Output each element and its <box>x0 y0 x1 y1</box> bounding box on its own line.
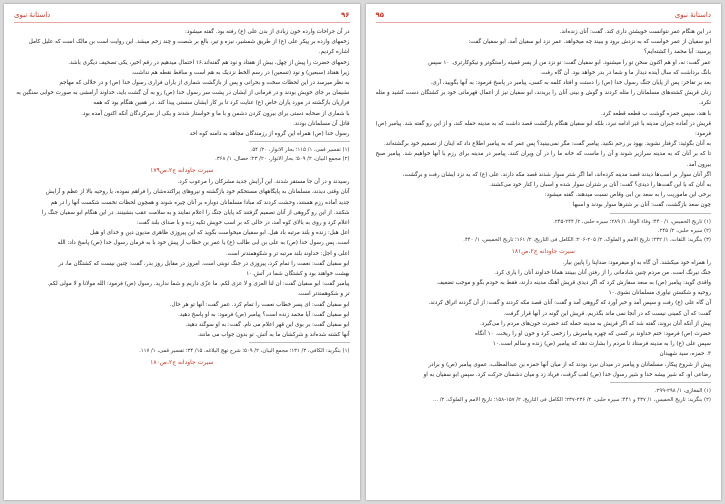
body-line: رضاعی او، که شیر بیشه خدا و شیر رسول خدا (ص) لقب گرفت، فریاد زد و میان دشمنان حرکت کرد. سپس ابو سفیان به او <box>423 371 711 378</box>
section-heading: سیرت جاودانه ج۲،ص۱۸۰ <box>150 359 214 367</box>
body-line: بهشت خواهند بود و کشتگان شما در آتش.۱۰ <box>246 271 350 278</box>
header-rule <box>376 22 712 23</box>
body-line: پیش از آنکه آنان بروند، گفته شد که اگر قریش به مدینه حمله کند حضرت خون‌های مردم را می‌گیرد. <box>480 320 711 327</box>
footnote-rule <box>249 141 350 142</box>
footnote: (۲) مجمع البیان، ۲/ ۵۰۹؛ بحار الانوار، ۲۰/ ۲۳؛ خصال، ۱/ ۳۶۸. <box>215 156 350 163</box>
footnote: (۲) بنگرید: تاریخ الخمیس، ۱/ ۴۳۷ و ۴۴۱؛ سیره حلبی، ۲/ ۲۳۶-۲۳۷؛ الکامل فی التاریخ، ۲/ ۱۵۷-۱۵۸؛ تاریخ الامم و الملوک، ۲/ ... <box>432 397 711 404</box>
body-line: در آن جراحات وارده خون زیادی از بدن علی (ع) رفته بود. گفته میشود: <box>185 29 350 35</box>
body-line: چون سعد بازگشت، گفت: آنان بر شترها سوار بودند و اسبها <box>572 202 711 209</box>
body-line: پیامبر گفت: ابو سفیان گفت: ان لنا العزی و لا عزی لکم. ما عزّی داریم و شما ندارید. رسول (ص) فرمود: الله مولانا و لا مولی لکم. <box>47 281 350 288</box>
body-line: پرسید: آیا محمد را کشته‌ایم؟ <box>644 49 711 56</box>
body-line: آن گاه علی (ع) رفت و سپس آمد و خبر آورد که گروهی آمد و گفت: آنان قصد مکه کردند و گفت: از آن گردنه اتراق کردند. <box>428 300 711 307</box>
page-number: ۹۵ <box>375 11 385 19</box>
body-line: برخی این ماموریت را به سعد بن ابی وقاص نسبت میدهند. گفته میشود: <box>544 192 711 199</box>
body-line: روحیه و شکستن نیاوری مسلمانان نشوی.۱۰ <box>608 290 711 297</box>
body-line: قاتل آن مسلمانان بودند. <box>292 120 350 127</box>
body-line: پیش از شروع پیکار، مسلمانان و پیامبر در میدان نبرد بودند که از میان آنها حمزه بن عبدالمطلب، عموی پیامبر (ص) و برادر <box>428 361 711 368</box>
footnote: (۱) تفسیر قمی، ۱/ ۱۱۵؛ بحار الانوار، ۲۰/ ۵۴. <box>250 147 350 154</box>
body-line: اگر آنان سوار بر اسب‌ها دیدند قصد مدینه کرده‌اند، اما اگر شتر سوار شدند قصد مکه دارند. علی (ع) که به نزد ایشان رفت و برگشت، <box>402 171 711 178</box>
body-line: آنان وقتی دیدند، مسلمانان به پایگاههای مستحکم خود بازگشته و نیروهای پراکنده‌شان را فراهم نموده، یا روحیه بالا از عظم و آرایش <box>45 189 350 196</box>
body-line: اعل هبل: زنده و بلند مرتبه باد هبل. ابو سفیان میخواست بگوید که این پیروزی ظاهری مدیون دین و خدای او هبل <box>90 230 350 237</box>
footnote-rule <box>610 382 711 383</box>
footnote-rule <box>610 213 711 214</box>
body-line: را همراه خود میکشند. آن گاه به او میفرمود: صداپنا را پایین بیار. <box>562 259 711 266</box>
running-title: داستانهٔ نبوی <box>14 11 51 19</box>
body-line: واقدی گوید: پیامبر (ص) به سعد سفارش کرد که اگر دیدی قریش آهنگ مدینه دارند، فقط به خودم بگو و موجب تضعیف <box>437 280 711 287</box>
right-page <box>366 4 722 500</box>
body-line: شکنند. از این رو گروهی از آنان تصمیم گرفتند که پایان جنگ را اعلام نمایند و به سلامت عقب بنشینند. در این هنگام ابو سفیان جنگ را <box>41 209 350 216</box>
body-line: حضرت (ص) فرمود: ختم خداوند بر کسی که چهره پیامبرش را زخمی کرد و خون او را ریخت. ۱۰ آنگاه <box>474 331 711 338</box>
body-line: عمر گفت: نه، او هم اکنون سخن تو را میشنود. ابو سفیان گفت: تو نزد من از پسر قمیئه راستگوتر و نیکوکارتری. ۱۰ سپس <box>428 59 711 66</box>
body-line: به آنان که با این گفت‌ها را دیدی؟ گفت: آنان بر شتران سوار شده و اسبان را کنار خود می‌کشند. <box>489 182 711 189</box>
body-line: ابو سفیان گفت: نعمت را تمام کرد، پیروزی در جنگ نوبتی است. امروز در مقابل روز بدر، گفت: چنین نیست که کشتگان ما، در <box>58 260 350 267</box>
body-line: اعلی و اجل: خداوند بلند مرتبه تر و شکوهمندتر است. <box>225 250 350 257</box>
body-line: اشاره کردیم. <box>318 49 350 56</box>
body-line: زخمهای حضرت را پیش از چهل، بیش از هفتاد و نود هم گفته‌اند.۱۶ احتمال میدهیم در رقم اخیر، یکی تصحیف دیگری باشد. <box>68 59 350 66</box>
footnote: (۲) سیره حلبی، ۲/ ۲۴۵. <box>657 227 711 234</box>
body-line: رسیدند و در آن جا مستقر شدند. این آرایش جدید مشرکان را مرعوب کرد. <box>177 179 350 186</box>
body-line: ابو سفیان از عمر خواست که به نزدش برود و ببیند چه میخواهد. عمر نزد ابو سفیان آمد. ابو سفیان گفت: <box>468 39 711 46</box>
body-line: تا که بر آنان که به مدینه سرازیر شوند و آن را ماست که خانه ما را در آن ویران کنند. پیامبر در مدینه برای رزم با آنها خواهیم شد. پیامبر صبح بیرون آمد. <box>375 151 711 168</box>
body-line: سپس علی (ع) را به مدینه فرستاد تا مردم را بشارت دهد که پیامبر (ص) زنده و سالم است.۱۰ <box>492 341 711 348</box>
body-line: است. پس رسول خدا (ص) به علی بن ابی طالب (ع) یا عمر بن خطاب از پیش خود با به فرمان رسول خدا (ص) پاسخ داد: الله <box>57 240 350 247</box>
header-rule <box>14 22 350 23</box>
body-line: زخمهای وارده بر پیکر علی (ع) از طریق شمشیر، نیزه و تیر، بالغ بر شصت و چند زخم میشد. این روایت است بن مالک است که علیل کامل <box>28 39 350 46</box>
running-title: داستانهٔ نبوی <box>674 11 711 19</box>
body-line: به نظر میرسد در این لحظات سخت و بحرانی و پس از بازگشت شماری از یاران فراری رسول خدا (ص) و در خلالی که مهاجم <box>59 80 350 87</box>
footnote: (۳) بنگرید: الثقات، ۱/ ۲۳۲؛ تاریخ الامم و الملوک، ۲/ ۲۰۵-۲۰۶؛ الکامل فی التاریخ، ۲/ ۱۶۱؛ تاریخ الخمیس، ۱/ ۴۴۰. <box>463 236 711 243</box>
body-line: ابو سفیان گفت: آیا محمد زنده است؟ پیامبر (ص) فرمود: به او پاسخ دهید. <box>177 311 350 318</box>
body-line: با شماری از صحابه دستی برای بیرون کردن دشمن و با ما و خواستار شدند و یکی از سرکردگان آنکه اکنون آمده بود. <box>81 110 350 117</box>
footnote: (۱) المغازی، ۱/ ۲۹۸-۲۹۹. <box>654 388 711 395</box>
body-line: جنگ نیرنگ است. من مردم چنین شادمانی را از رفتن آنان ببینند همانا خداوند آنان را یاری کرد. <box>494 269 711 276</box>
body-line: تر و شکوهمندتر است. <box>297 291 350 298</box>
body-line: ابو سفیان گفت: بر بوی این قهر اعلام می نام. گفت: به او سوگند دهید. <box>185 322 350 329</box>
body-line: فراریان بازگشته در مورد یاران خاص (ع) عنایت کرد تا بر کار ایشان سستی پیدا کند. در همین هنگام بود که همه <box>93 100 350 107</box>
body-line: ابو سفیان گفت: ای پسر خطاب نعمت را تمام کرد. عمر گفت: آنها تو هر حال. <box>169 301 350 308</box>
body-line: رسول خدا (ص) همراه این گروه از رزمندگان مجاهد به دامنه کوه احد <box>189 131 350 138</box>
body-line: آنها کشته شده‌اند و شرکشان ما به آتش. تو بدون جواب می مانند. <box>197 332 350 339</box>
left-page <box>4 4 360 500</box>
section-heading: سیرت جاودانه ج۲،ص۱۷۹ <box>150 167 214 175</box>
page-header <box>14 10 350 20</box>
body-line: به آنان بگوئید: گرفتار نشوید. یهود بر رحم نکنید. پیامبر گفت: مگر نمی‌بینید؟ پس عمر که به پیامبر اطلاع داد که اینان از تصمیم خود برگشته‌اند. <box>383 141 711 148</box>
footnote-rule <box>249 342 350 343</box>
body-line: بانگ برداشت که سال آینده دیدار ما و شما در بدر خواهد بود. آن گاه رفت. <box>540 69 711 76</box>
body-line: زنان قریش کشته‌های مسلمانان را مثله کردند و گوش و بینی آنان را بریدند، ابو سفیان نیز از اعمال قهرمانی خود بر کشتگان دست کشید و مثله نکرد. <box>375 90 711 107</box>
footnote: (۱) بنگرید: الکافی، ۳/ ۱۳۱؛ مجمع البیان، ۲/ ۵۰۹؛ شرح نهج البلاغه، ۱۵/ ۳۴؛ تفسیر قمی، ۱/ ۱۱۷. <box>139 348 350 355</box>
body-line: اعلام کرد و روی به بالای کوه آمد، در حالی که بر اسب خویش تکیه زده و با صدای بلند گفت: <box>136 220 350 227</box>
body-line: گفت: که آن کمینی نیست که در آنجا نمی ماند بگذریم. قریش این گونه در آنها قرار گرفت. <box>503 310 711 317</box>
footnote: (۱) تاریخ الخمیس، ۱/ ۴۴۰؛ وفاء الوفا، ۱/ ۲۸۹؛ سیره حلبی، ۲/ ۲۴۴-۲۴۵. <box>553 218 711 225</box>
body-line: زیرا هفتاد (سبعین) و نود (تسعین) در رسم الخط نزدیک به هم است و ساقط نقطه هم نداشت. <box>131 69 350 76</box>
section-heading: سیرت جاودانه ج۲،ص۱۸۱ <box>511 247 575 255</box>
body-line: با هند، سپس حمزه گوشت ب قطعه قطعه کرد. <box>600 110 711 117</box>
body-line: بعد بر تفاخر: پس از پایان جنگ رسول خدا (ص) را دستت و افتاد کلمه به کسی، پیامبر در پاسخ فرمود: به آنها بگویید، آری. <box>430 80 711 87</box>
body-line: قریش در آماده جبران مدینه یا غیر ادامه نبرد، بلکه ابو سفیان هنگام بازگشت قصد داشت که به مدینه حمله کند، و از این رو گفته شد. پیامبر (ص) فرمود: <box>375 120 711 138</box>
book-spread <box>4 4 721 500</box>
body-line: جدید آماده رزم هستند، وحشت کردند که مبادا مسلمانان دوباره بر آنان چیره شوند و همچون لحظات نخست شکست آنها را در هم <box>50 199 350 206</box>
page-number: ۹۶ <box>340 11 350 19</box>
body-line: ۳. حمزه، سید شهیدان <box>659 351 711 358</box>
body-line: نشیمان بر جای خویش بودند و در فرمانی از ایشان در پشت سر رسول خدا (ص) رو به آن گشت باید، خداوند آرامشی به صورت خوابی سنگین به <box>16 90 350 97</box>
page-header <box>376 10 712 20</box>
body-line: در این هنگام عمر نتوانست خویشتن داری کند. گفت: آنان زنده‌اند. <box>559 29 711 35</box>
